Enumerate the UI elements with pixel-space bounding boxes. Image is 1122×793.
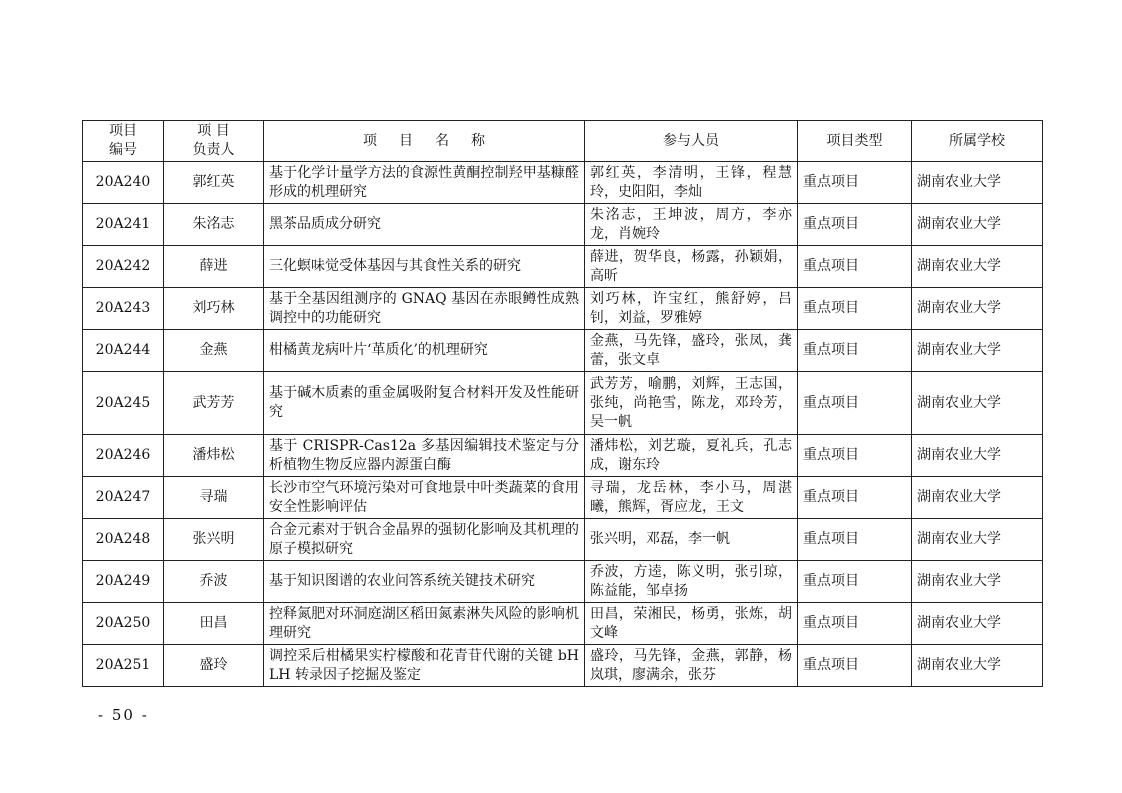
- cell-project-type: 重点项目: [798, 204, 912, 246]
- cell-project-leader: 郭红英: [164, 162, 264, 204]
- project-table: [82, 120, 1043, 687]
- cell-school: 湖南农业大学: [912, 204, 1043, 246]
- cell-project-id: 20A244: [83, 330, 164, 372]
- cell-members: 朱洺志，王坤波，周方，李亦龙，肖婉玲: [585, 204, 798, 246]
- header-project-id-line2: 编号: [109, 142, 137, 158]
- table-row: [83, 288, 1043, 330]
- cell-school: 湖南农业大学: [912, 519, 1043, 561]
- cell-project-leader: 金燕: [164, 330, 264, 372]
- cell-project-id: 20A249: [83, 561, 164, 603]
- header-members: 参与人员: [585, 121, 798, 162]
- cell-school: 湖南农业大学: [912, 435, 1043, 477]
- cell-members: 武芳芳，喻鹏，刘辉，王志国，张纯，尚艳雪，陈龙，邓玲芳，吴一帆: [585, 372, 798, 435]
- cell-project-leader: 张兴明: [164, 519, 264, 561]
- header-project-name: 项目名称: [264, 121, 585, 162]
- cell-project-leader: 武芳芳: [164, 372, 264, 435]
- cell-project-type: 重点项目: [798, 561, 912, 603]
- header-project-type: 项目类型: [798, 121, 912, 162]
- cell-project-type: 重点项目: [798, 246, 912, 288]
- cell-project-leader: 刘巧林: [164, 288, 264, 330]
- cell-school: 湖南农业大学: [912, 288, 1043, 330]
- cell-project-name: 基于知识图谱的农业问答系统关键技术研究: [264, 561, 585, 603]
- table-row: [83, 246, 1043, 288]
- cell-project-name: 调控采后柑橘果实柠檬酸和花青苷代谢的关键 bHLH 转录因子挖掘及鉴定: [264, 645, 585, 687]
- table-row: [83, 561, 1043, 603]
- table-row: [83, 162, 1043, 204]
- header-project-leader: [164, 121, 264, 162]
- cell-school: 湖南农业大学: [912, 561, 1043, 603]
- table-row: [83, 519, 1043, 561]
- cell-project-type: 重点项目: [798, 603, 912, 645]
- cell-project-name: 合金元素对于钒合金晶界的强韧化影响及其机理的原子模拟研究: [264, 519, 585, 561]
- cell-project-name: 三化螟味觉受体基因与其食性关系的研究: [264, 246, 585, 288]
- table-row: [83, 645, 1043, 687]
- cell-project-name: 基于全基因组测序的 GNAQ 基因在赤眼鳟性成熟调控中的功能研究: [264, 288, 585, 330]
- cell-members: 寻瑞，龙岳林，李小马，周湛曦，熊辉，胥应龙，王文: [585, 477, 798, 519]
- cell-project-type: 重点项目: [798, 435, 912, 477]
- cell-members: 盛玲，马先锋，金燕，郭静，杨岚琪，廖满余，张芬: [585, 645, 798, 687]
- cell-project-type: 重点项目: [798, 372, 912, 435]
- cell-members: 刘巧林，许宝红，熊舒婷，吕钊，刘益，罗雅婷: [585, 288, 798, 330]
- cell-project-name: 柑橘黄龙病叶片‘革质化’的机理研究: [264, 330, 585, 372]
- cell-project-id: 20A247: [83, 477, 164, 519]
- cell-project-id: 20A241: [83, 204, 164, 246]
- cell-project-type: 重点项目: [798, 477, 912, 519]
- cell-school: 湖南农业大学: [912, 477, 1043, 519]
- cell-project-id: 20A240: [83, 162, 164, 204]
- cell-project-leader: 田昌: [164, 603, 264, 645]
- cell-project-type: 重点项目: [798, 330, 912, 372]
- table-row: [83, 372, 1043, 435]
- header-project-id-line1: 项目: [109, 123, 137, 139]
- cell-school: 湖南农业大学: [912, 330, 1043, 372]
- cell-project-id: 20A248: [83, 519, 164, 561]
- cell-project-id: 20A250: [83, 603, 164, 645]
- cell-project-leader: 乔波: [164, 561, 264, 603]
- cell-project-name: 控释氮肥对环洞庭湖区稻田氮素淋失风险的影响机理研究: [264, 603, 585, 645]
- header-school: 所属学校: [912, 121, 1043, 162]
- cell-project-id: 20A246: [83, 435, 164, 477]
- table-row: [83, 435, 1043, 477]
- header-project-leader-line1: 项 目: [197, 123, 230, 139]
- table-row: [83, 477, 1043, 519]
- cell-project-leader: 寻瑞: [164, 477, 264, 519]
- cell-project-name: 长沙市空气环境污染对可食地景中叶类蔬菜的食用安全性影响评估: [264, 477, 585, 519]
- cell-project-name: 基于 CRISPR-Cas12a 多基因编辑技术鉴定与分析植物生物反应器内源蛋白酶: [264, 435, 585, 477]
- cell-project-type: 重点项目: [798, 519, 912, 561]
- cell-project-leader: 潘炜松: [164, 435, 264, 477]
- table-row: [83, 204, 1043, 246]
- cell-project-name: 基于化学计量学方法的食源性黄酮控制羟甲基糠醛形成的机理研究: [264, 162, 585, 204]
- cell-school: 湖南农业大学: [912, 246, 1043, 288]
- cell-project-leader: 盛玲: [164, 645, 264, 687]
- cell-project-leader: 薛进: [164, 246, 264, 288]
- cell-school: 湖南农业大学: [912, 372, 1043, 435]
- cell-project-name: 基于碱木质素的重金属吸附复合材料开发及性能研究: [264, 372, 585, 435]
- page-number: - 50 -: [98, 706, 149, 724]
- table-row: [83, 330, 1043, 372]
- cell-members: 潘炜松，刘艺璇，夏礼兵，孔志成，谢东玲: [585, 435, 798, 477]
- cell-project-id: 20A243: [83, 288, 164, 330]
- cell-project-type: 重点项目: [798, 645, 912, 687]
- table-header-row: [83, 121, 1043, 162]
- header-project-leader-line2: 负责人: [192, 142, 235, 158]
- cell-school: 湖南农业大学: [912, 162, 1043, 204]
- cell-school: 湖南农业大学: [912, 603, 1043, 645]
- table-body: [83, 162, 1043, 687]
- cell-members: 郭红英，李清明，王锋，程慧玲，史阳阳，李灿: [585, 162, 798, 204]
- cell-members: 金燕，马先锋，盛玲，张凤，龚蕾，张文卓: [585, 330, 798, 372]
- cell-project-id: 20A251: [83, 645, 164, 687]
- cell-project-id: 20A245: [83, 372, 164, 435]
- cell-members: 田昌，荣湘民，杨勇，张炼，胡文峰: [585, 603, 798, 645]
- cell-members: 乔波，方逵，陈义明，张引琼，陈益能，邹卓扬: [585, 561, 798, 603]
- cell-members: 薛进，贺华良，杨露，孙颖娟，高昕: [585, 246, 798, 288]
- cell-project-type: 重点项目: [798, 162, 912, 204]
- cell-members: 张兴明，邓磊，李一帆: [585, 519, 798, 561]
- cell-project-leader: 朱洺志: [164, 204, 264, 246]
- cell-school: 湖南农业大学: [912, 645, 1043, 687]
- cell-project-type: 重点项目: [798, 288, 912, 330]
- table-row: [83, 603, 1043, 645]
- cell-project-id: 20A242: [83, 246, 164, 288]
- header-project-id: [83, 121, 164, 162]
- cell-project-name: 黑茶品质成分研究: [264, 204, 585, 246]
